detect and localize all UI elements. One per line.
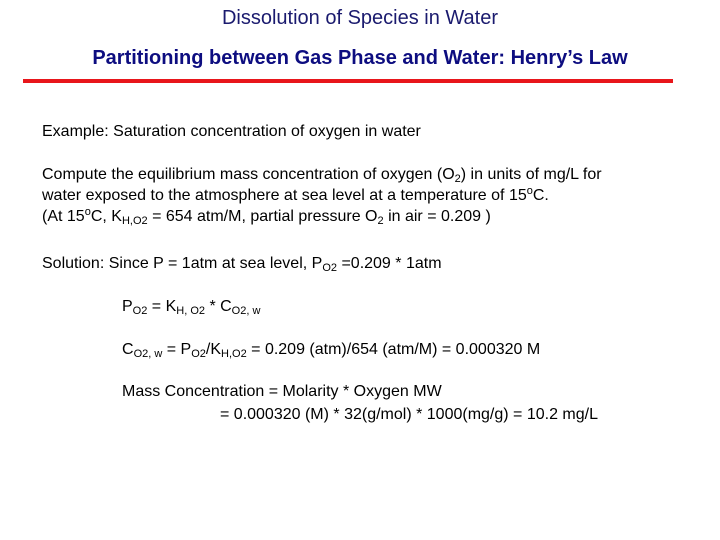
example-line: Example: Saturation concentration of oxygen in water [42,123,421,140]
problem-line-3: (At 15$^o$C, $K_{H,O2} = 654$ atm/M, partial pressure $O_2$ in air = 0.209 ) [42,206,491,227]
concentration-equation: $C_{O2, w} = P_{O2}/K_{H,O2} = 0.209$ (atm)/654 (atm/M) = 0.000320 M [122,341,541,360]
mass-concentration-line-1: Mass Concentration = Molarity * Oxygen MW [122,383,442,400]
title-underline [23,79,673,83]
problem-line-2: water exposed to the atmosphere at sea level at a temperature of 15$^o$C. [42,185,549,204]
henry-law-equation: $P_{O2} = K_{H, O2} * C_{O2, w}$ [122,298,261,317]
section-subtitle: Partitioning between Gas Phase and Water: Henry’s Law [92,47,628,69]
page-title: Dissolution of Species in Water [221,7,499,29]
solution-line: Solution: Since P = 1atm at sea level, $P_{O2} =0.209 * 1atm$ [42,255,442,274]
problem-line-1: Compute the equilibrium mass concentration of oxygen $(O_2)$ in units of mg/L for [42,166,602,185]
mass-concentration-line-2: = 0.000320 (M) * 32(g/mol) * 1000(mg/g) = 10.2 mg/L [220,406,598,423]
